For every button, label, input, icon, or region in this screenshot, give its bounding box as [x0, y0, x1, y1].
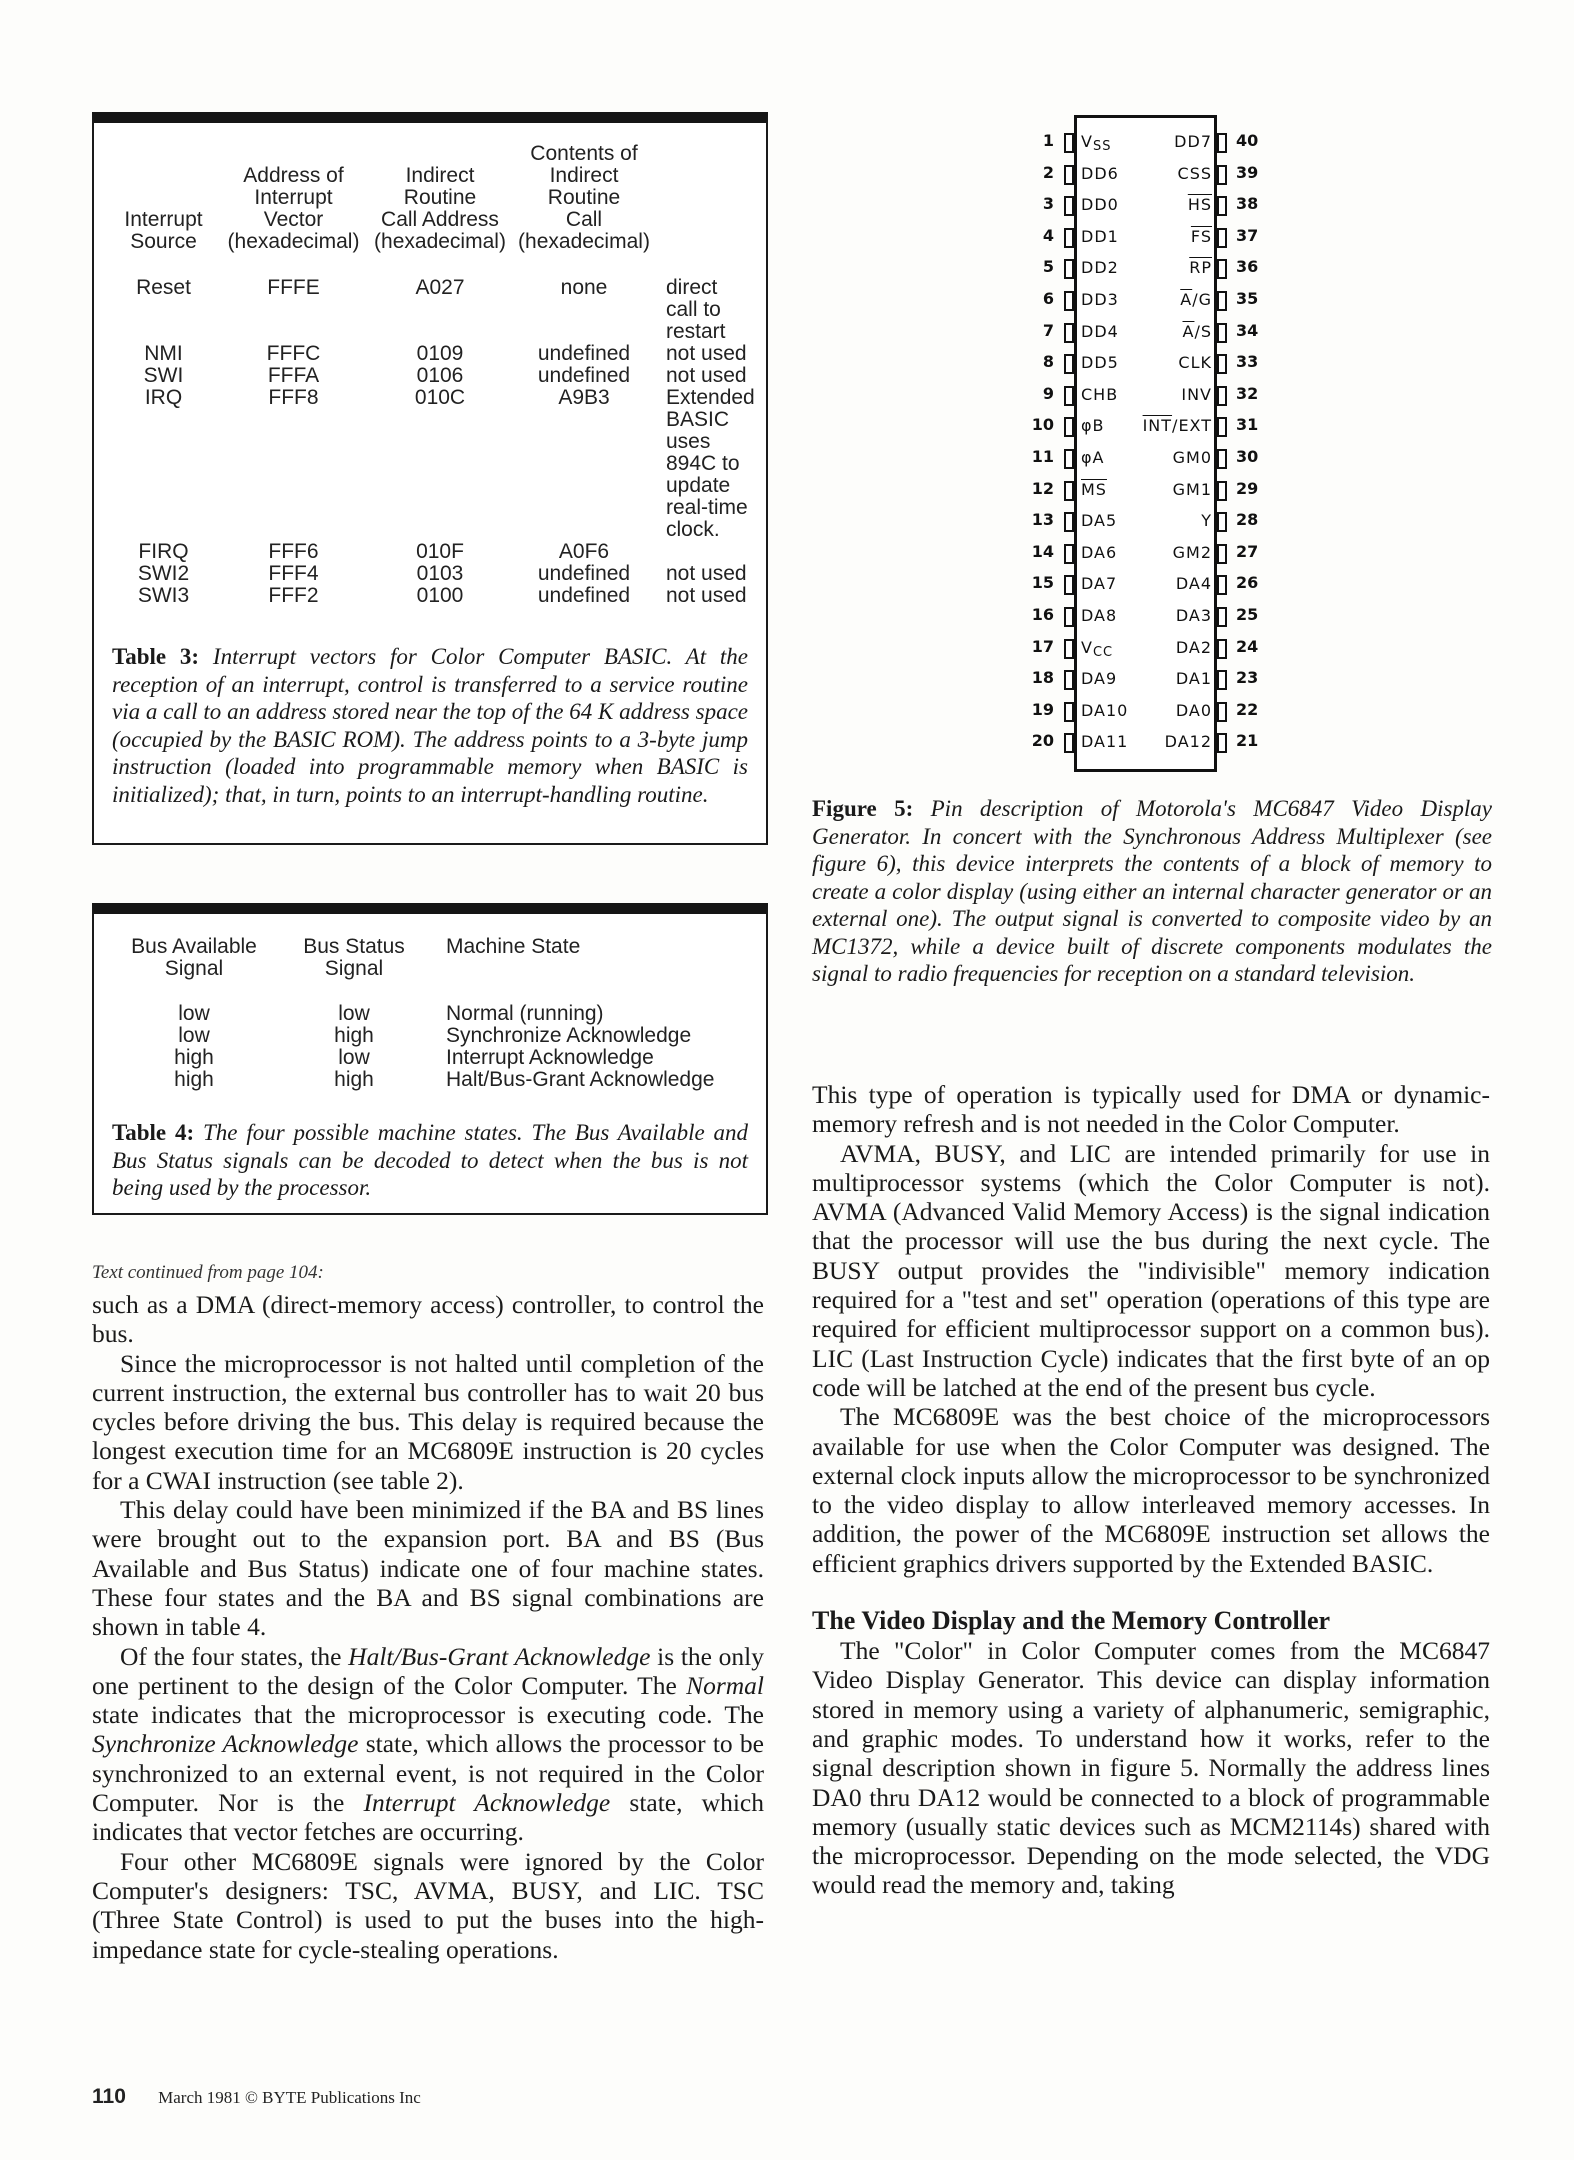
pin-label: $\overline{HS}$	[1187, 195, 1212, 215]
cell-call-address: 0109	[416, 342, 464, 365]
header-machine-state: Machine State	[446, 935, 581, 958]
pin-lead	[1064, 354, 1074, 374]
pin-lead	[1217, 291, 1227, 311]
pin-number: 29	[1236, 478, 1259, 498]
header-bus-available: Bus Available Signal	[131, 935, 257, 980]
pin-lead	[1064, 196, 1074, 216]
caption-label: Table 4:	[112, 1120, 195, 1145]
pin-label: DD2	[1081, 258, 1119, 278]
machine-state-table	[114, 936, 746, 1091]
pin-number: 7	[1042, 320, 1054, 340]
header-notes	[654, 143, 766, 277]
pin-label: DD4	[1081, 321, 1119, 341]
pin-lead	[1217, 607, 1227, 627]
pin-label: INV	[1181, 384, 1212, 404]
pin-number: 35	[1236, 289, 1259, 308]
pin-number: 40	[1236, 131, 1259, 150]
paragraph: Since the microprocessor is not halted until completion of the current instruction, the external bus controller has to wait 20 bus cycles before driving the bus. This delay is required because the longest execution time for an MC6809E instruction is 20 cycles for a CWAI instruction (see table 2).	[92, 1348, 764, 1495]
pin-lead	[1064, 259, 1074, 279]
pin-number: 2	[1042, 162, 1054, 182]
pin-label: $\overline{A}/S$	[1182, 321, 1212, 341]
cell-source: SWI3	[137, 584, 190, 607]
cell-vector: FFF4	[268, 562, 319, 585]
pin-lead	[1064, 386, 1074, 406]
pin-label: GM1	[1172, 479, 1212, 499]
cell-machine-state: Synchronize Acknowledge	[446, 1024, 692, 1047]
pin-label: $V_{CC}$	[1081, 637, 1114, 660]
cell-bus-status: low	[338, 1046, 370, 1069]
table-row	[114, 1069, 746, 1091]
cell-contents: A9B3	[558, 386, 610, 409]
pin-number: 6	[1042, 289, 1054, 308]
paragraph: This delay could have been minimized if the BA and BS lines were brought out to the expansion port. BA and BS (Bus Available and Bus Status) indicate one of four machine states. These four states and the BA and BS signal combinations are shown in table 4.	[92, 1495, 764, 1642]
left-body-column	[92, 1290, 764, 1964]
pin-lead	[1217, 133, 1227, 153]
pin-label: GM2	[1172, 542, 1212, 562]
pin-label: DA4	[1175, 574, 1212, 594]
pin-label: DA8	[1081, 606, 1118, 625]
cell-contents: A0F6	[558, 540, 610, 563]
cell-call-address: 0100	[416, 584, 464, 607]
pin-label: DA2	[1175, 637, 1212, 657]
cell-vector: FFF6	[268, 540, 319, 563]
cell-contents: undefined	[537, 342, 631, 365]
cell-contents: none	[560, 276, 608, 299]
pin-label: DA11	[1081, 732, 1129, 752]
pin-lead	[1064, 165, 1074, 185]
cell-note: direct call to restart	[666, 276, 726, 343]
paragraph: such as a DMA (direct-memory access) controller, to control the bus.	[92, 1290, 764, 1349]
pin-label: DD5	[1081, 353, 1119, 373]
cell-source: NMI	[144, 342, 183, 365]
pin-number: 10	[1031, 415, 1054, 435]
pin-label: DA6	[1081, 542, 1118, 562]
pin-label: GM0	[1172, 448, 1212, 467]
table-row	[106, 365, 766, 387]
pin-lead	[1217, 733, 1227, 753]
pin-lead	[1217, 481, 1227, 501]
pin-lead	[1064, 544, 1074, 564]
pin-label: DD7	[1174, 132, 1212, 151]
cell-contents: undefined	[537, 364, 631, 387]
pin-lead	[1217, 702, 1227, 722]
pin-number: 26	[1236, 573, 1259, 593]
table-row	[106, 585, 766, 607]
table-row	[106, 563, 766, 585]
pin-label: DA3	[1175, 606, 1212, 625]
table-row	[106, 277, 766, 343]
pin-lead	[1217, 323, 1227, 343]
section-paragraphs	[812, 1636, 1490, 1900]
cell-source: IRQ	[144, 386, 183, 409]
cell-note: not used	[666, 584, 747, 607]
pin-number: 36	[1236, 257, 1259, 277]
header-vector-address: Address of Interrupt Vector (hexadecimal)	[227, 164, 360, 253]
cell-bus-available: high	[174, 1046, 214, 1069]
pin-label: CLK	[1178, 353, 1212, 373]
pin-lead	[1217, 512, 1227, 532]
cell-vector: FFF2	[268, 584, 319, 607]
paragraph: Of the four states, the Halt/Bus-Grant Acknowledge is the only one pertinent to the design of the Color Computer. The Normal state indicates that the microprocessor is executing code. The Synchronize Acknowledge state, which allows the processor to be synchronized to an external event, is not required in the Color Computer. Nor is the Interrupt Acknowledge state, which indicates that vector fetches are occurring.	[92, 1641, 764, 1847]
pin-number: 28	[1236, 510, 1259, 530]
pin-number: 38	[1236, 194, 1259, 214]
cell-note: not used	[666, 364, 747, 387]
cell-contents: undefined	[537, 584, 631, 607]
pin-lead	[1217, 449, 1227, 469]
pin-number: 1	[1042, 131, 1054, 150]
pin-number: 18	[1031, 668, 1054, 688]
pin-number: 12	[1031, 478, 1054, 498]
cell-call-address: 010C	[414, 386, 466, 409]
pin-number: 17	[1031, 636, 1054, 656]
pin-lead	[1217, 575, 1227, 595]
paragraph: This type of operation is typically used for DMA or dynamic-memory refresh and is not needed in the Color Computer.	[812, 1080, 1490, 1139]
table-3-caption	[112, 643, 748, 808]
cell-bus-available: low	[178, 1024, 210, 1047]
caption-label: Table 3:	[112, 644, 200, 669]
header-call-contents: Contents of Indirect Routine Call (hexadecimal)	[518, 142, 650, 253]
cell-note: not used	[666, 562, 747, 585]
pin-label: DD0	[1081, 195, 1119, 215]
table-4-box	[92, 903, 768, 1215]
pin-lead	[1064, 228, 1074, 248]
pin-lead	[1217, 196, 1227, 216]
pin-number: 33	[1236, 352, 1259, 372]
pin-label: DA9	[1081, 669, 1118, 689]
cell-machine-state: Interrupt Acknowledge	[446, 1046, 654, 1069]
table-row	[114, 1003, 746, 1025]
pin-number: 22	[1236, 699, 1259, 719]
cell-call-address: 0103	[416, 562, 464, 585]
pin-label: DA1	[1175, 669, 1212, 689]
caption-text: Pin description of Motorola's MC6847 Video Display Generator. In concert with the Synchronous Address Multiplexer (see figure 6), this device interprets the contents of a block of memory to create a color display (using either an internal character generator or an external one). The output signal is converted to composite video by an MC1372, while a device built of discrete components modulates the signal to radio frequencies for reception on a standard television.	[812, 796, 1492, 986]
pin-lead	[1064, 575, 1074, 595]
pin-label: DD1	[1081, 226, 1119, 246]
pin-number: 19	[1031, 699, 1054, 719]
table-4-caption	[112, 1119, 748, 1202]
pin-label: φB	[1081, 416, 1105, 436]
pin-lead	[1217, 544, 1227, 564]
cell-vector: FFF8	[268, 386, 319, 409]
cell-bus-available: low	[178, 1002, 210, 1025]
emphasis: Normal	[686, 1670, 764, 1700]
pin-label: DA10	[1081, 700, 1129, 720]
emphasis: Synchronize Acknowledge	[92, 1729, 359, 1759]
cell-bus-status: low	[338, 1002, 370, 1025]
pin-number: 3	[1042, 194, 1054, 214]
pin-lead	[1217, 259, 1227, 279]
pin-lead	[1064, 512, 1074, 532]
paragraph: The "Color" in Color Computer comes from the MC6847 Video Display Generator. This device can display information stored in memory using a variety of alphanumeric, semigraphic, and graphic modes. To understand how it works, refer to the signal description shown in figure 5. Normally the address lines DA0 thru DA12 would be connected to a block of programmable memory (usually static devices such as MCM2114s) shared with the microprocessor. Depending on the mode selected, the VDG would read the memory and, taking	[812, 1636, 1490, 1900]
pin-label: DA12	[1164, 732, 1212, 752]
pin-label: DD3	[1081, 290, 1119, 309]
pin-label: $V_{SS}$	[1081, 132, 1112, 154]
cell-call-address: A027	[415, 276, 465, 299]
right-paragraphs	[812, 1080, 1490, 1578]
cell-vector: FFFA	[267, 364, 320, 387]
cell-call-address: 010F	[416, 540, 464, 563]
pin-number: 4	[1042, 225, 1054, 245]
cell-note	[654, 541, 766, 563]
pin-label: DD6	[1081, 163, 1119, 183]
paragraph: The MC6809E was the best choice of the microprocessors available for use when the Color Computer was designed. The external clock inputs allow the microprocessor to be synchronized to the video display to allow interleaved memory accesses. In addition, the power of the MC6809E instruction set allows the efficient graphics drivers supported by the Extended BASIC.	[812, 1402, 1490, 1578]
table-row	[114, 1025, 746, 1047]
cell-call-address: 0106	[416, 364, 464, 387]
table-3-box	[92, 112, 768, 845]
pin-lead	[1064, 607, 1074, 627]
cell-bus-status: high	[334, 1024, 374, 1047]
pin-lead	[1217, 639, 1227, 659]
pin-lead	[1064, 323, 1074, 343]
pin-number: 14	[1031, 541, 1054, 561]
cell-vector: FFFC	[266, 342, 321, 365]
continued-from-note: Text continued from page 104:	[92, 1262, 324, 1283]
emphasis: Interrupt Acknowledge	[363, 1788, 611, 1818]
pin-number: 13	[1031, 510, 1054, 530]
header-bus-status: Bus Status Signal	[303, 935, 405, 980]
paragraph: AVMA, BUSY, and LIC are intended primarily for use in multiprocessor systems (which the Color Computer is not). AVMA (Advanced Valid Memory Access) is the signal indication that the processor will use the bus during the next cycle. The BUSY output provides the "indivisible" memory indication required for a "test and set" operation (operations of this type are required for efficient multiprocessor support on a common bus). LIC (Last Instruction Cycle) indicates that the first byte of an op code will be latched at the end of the present bus cycle.	[812, 1138, 1490, 1402]
cell-machine-state: Halt/Bus-Grant Acknowledge	[446, 1068, 715, 1091]
cell-bus-available: high	[174, 1068, 214, 1091]
table-header-row	[106, 143, 766, 277]
table-row	[114, 1047, 746, 1069]
pin-label: DA5	[1081, 511, 1118, 531]
pin-lead	[1064, 639, 1074, 659]
pin-label: CSS	[1177, 163, 1212, 183]
figure-5-caption	[812, 795, 1492, 988]
page-number: 110	[92, 2085, 126, 2108]
cell-source: SWI2	[137, 562, 190, 585]
pin-number: 23	[1236, 668, 1259, 688]
pin-number: 20	[1031, 731, 1054, 751]
pin-number: 8	[1042, 352, 1054, 372]
pin-number: 11	[1031, 447, 1054, 466]
pin-lead	[1217, 417, 1227, 437]
pin-lead	[1064, 417, 1074, 437]
interrupt-vector-table	[106, 143, 766, 607]
cell-source: FIRQ	[138, 540, 189, 563]
pin-number: 37	[1236, 225, 1259, 245]
table-row	[106, 387, 766, 541]
cell-source: Reset	[136, 276, 191, 299]
pin-label: φA	[1081, 448, 1105, 467]
pin-lead	[1217, 670, 1227, 690]
pin-lead	[1064, 670, 1074, 690]
pin-number: 32	[1236, 383, 1259, 403]
pin-number: 25	[1236, 605, 1259, 624]
pin-label: $\overline{FS}$	[1190, 226, 1212, 246]
pin-number: 34	[1236, 320, 1259, 340]
cell-vector: FFFE	[267, 276, 320, 299]
pin-number: 31	[1236, 415, 1259, 435]
pin-number: 39	[1236, 162, 1259, 182]
pin-lead	[1217, 354, 1227, 374]
header-interrupt-source: Interrupt Source	[124, 208, 203, 253]
pin-lead	[1064, 133, 1074, 153]
header-call-address: Indirect Routine Call Address (hexadecimal)	[374, 164, 506, 253]
paragraph: Four other MC6809E signals were ignored by the Color Computer's designers: TSC, AVMA, BUSY, and LIC. TSC (Three State Control) is used to put the buses into the high-impedance state for cycle-stealing operations.	[92, 1846, 764, 1964]
pin-label: $\overline{A}/G$	[1180, 290, 1212, 309]
pin-number: 5	[1042, 257, 1054, 277]
cell-note: Extended BASIC uses 894C to update real-time clock.	[666, 386, 755, 541]
pin-number: 27	[1236, 541, 1259, 561]
pin-number: 21	[1236, 731, 1259, 751]
pin-label: DA7	[1081, 574, 1118, 594]
page-footer	[92, 2085, 421, 2109]
cell-machine-state: Normal (running)	[446, 1002, 604, 1025]
right-body-column	[812, 1080, 1490, 1900]
cell-contents: undefined	[537, 562, 631, 585]
pin-number: 30	[1236, 447, 1259, 466]
pin-lead	[1064, 702, 1074, 722]
table-row	[106, 343, 766, 365]
footer-credit: March 1981 © BYTE Publications Inc	[158, 2088, 421, 2107]
table-header-row	[114, 936, 746, 1003]
pin-label: DA0	[1175, 700, 1212, 720]
pin-lead	[1217, 165, 1227, 185]
pin-lead	[1217, 386, 1227, 406]
pin-label: $\overline{MS}$	[1081, 479, 1107, 499]
pin-lead	[1064, 449, 1074, 469]
section-heading: The Video Display and the Memory Controller	[812, 1606, 1331, 1636]
caption-text: Interrupt vectors for Color Computer BASIC. At the reception of an interrupt, control is transferred to a service routine via a call to an address stored near the top of the 64 K address space (occupied by the BASIC ROM). The address points to a 3-byte jump instruction (loaded into programmable memory when BASIC is initialized); that, in turn, points to an interrupt-handling routine.	[112, 644, 749, 807]
pin-lead	[1064, 481, 1074, 501]
pin-label: Y	[1201, 511, 1212, 531]
pin-lead	[1064, 733, 1074, 753]
pin-number: 15	[1031, 573, 1054, 593]
cell-bus-status: high	[334, 1068, 374, 1091]
pin-label: $\overline{INT}$/EXT	[1142, 416, 1212, 436]
pin-lead	[1217, 228, 1227, 248]
cell-source: SWI	[143, 364, 184, 387]
pin-number: 9	[1042, 383, 1054, 403]
pin-lead	[1064, 291, 1074, 311]
cell-note: not used	[666, 342, 747, 365]
pin-label: CHB	[1081, 384, 1119, 404]
caption-text: The four possible machine states. The Bus Available and Bus Status signals can be decoded to detect when the bus is not being used by the processor.	[112, 1120, 749, 1200]
pin-label: $\overline{RP}$	[1189, 258, 1212, 278]
pin-number: 16	[1031, 605, 1054, 624]
emphasis: Halt/Bus-Grant Acknowledge	[348, 1641, 651, 1671]
pin-number: 24	[1236, 636, 1259, 656]
caption-label: Figure 5:	[812, 796, 914, 821]
table-row	[106, 541, 766, 563]
